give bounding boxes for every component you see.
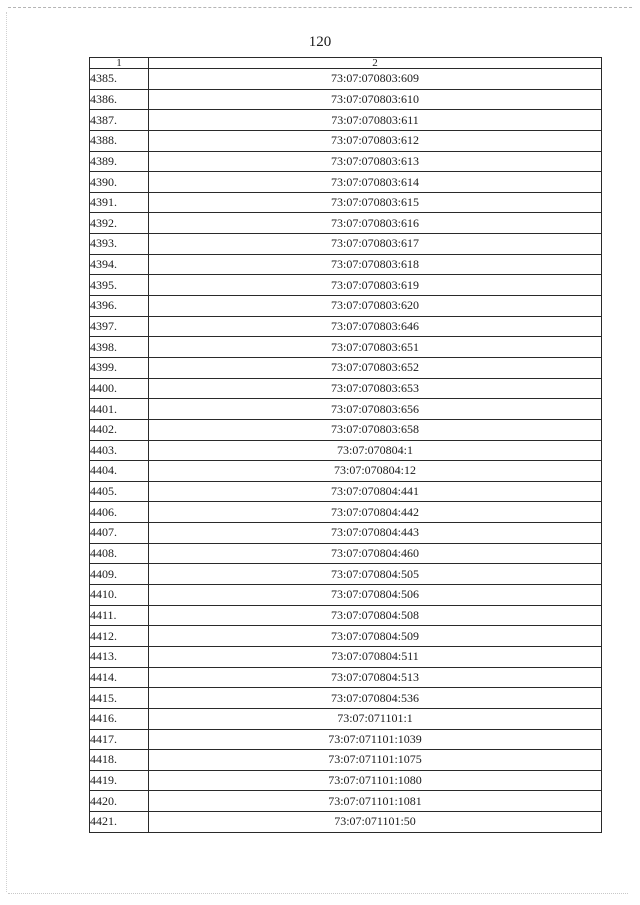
row-index: 4391. [90, 192, 149, 213]
row-index: 4404. [90, 461, 149, 482]
row-index: 4393. [90, 234, 149, 255]
row-index: 4387. [90, 110, 149, 131]
cadastral-number: 73:07:070803:620 [149, 296, 602, 317]
table-row [90, 812, 602, 833]
table-row [90, 708, 602, 729]
cadastral-number: 73:07:070803:609 [149, 69, 602, 90]
table-row [90, 646, 602, 667]
cadastral-number: 73:07:070804:509 [149, 626, 602, 647]
table-row [90, 523, 602, 544]
row-index: 4407. [90, 523, 149, 544]
cadastral-number: 73:07:070804:536 [149, 688, 602, 709]
table-row [90, 296, 602, 317]
row-index: 4417. [90, 729, 149, 750]
row-index: 4421. [90, 812, 149, 833]
cadastral-number: 73:07:071101:1 [149, 708, 602, 729]
cadastral-number: 73:07:070803:656 [149, 399, 602, 420]
row-index: 4413. [90, 646, 149, 667]
cadastral-number: 73:07:070804:441 [149, 481, 602, 502]
cadastral-number: 73:07:071101:50 [149, 812, 602, 833]
table-row [90, 337, 602, 358]
row-index: 4388. [90, 130, 149, 151]
row-index: 4385. [90, 69, 149, 90]
row-index: 4418. [90, 750, 149, 771]
cadastral-number: 73:07:070804:508 [149, 605, 602, 626]
cadastral-number: 73:07:070804:513 [149, 667, 602, 688]
table-row [90, 688, 602, 709]
table-row [90, 110, 602, 131]
table-row [90, 89, 602, 110]
table-row [90, 564, 602, 585]
row-index: 4396. [90, 296, 149, 317]
table-row [90, 357, 602, 378]
cadastral-number: 73:07:070804:505 [149, 564, 602, 585]
table-row [90, 502, 602, 523]
table-row [90, 605, 602, 626]
table-header [90, 58, 602, 69]
table-row [90, 234, 602, 255]
scan-edge-top [8, 7, 632, 8]
row-index: 4392. [90, 213, 149, 234]
row-index: 4406. [90, 502, 149, 523]
row-index: 4409. [90, 564, 149, 585]
cadastral-number-table [89, 57, 602, 833]
cadastral-number: 73:07:070803:619 [149, 275, 602, 296]
table-row [90, 440, 602, 461]
table-row [90, 543, 602, 564]
row-index: 4414. [90, 667, 149, 688]
row-index: 4408. [90, 543, 149, 564]
row-index: 4416. [90, 708, 149, 729]
row-index: 4395. [90, 275, 149, 296]
row-index: 4398. [90, 337, 149, 358]
cadastral-number: 73:07:070803:612 [149, 130, 602, 151]
table-row [90, 791, 602, 812]
cadastral-number: 73:07:070803:651 [149, 337, 602, 358]
table-row [90, 213, 602, 234]
row-index: 4419. [90, 770, 149, 791]
cadastral-number: 73:07:070803:652 [149, 357, 602, 378]
cadastral-number: 73:07:070803:658 [149, 419, 602, 440]
table-row [90, 316, 602, 337]
row-index: 4400. [90, 378, 149, 399]
cadastral-number: 73:07:070804:511 [149, 646, 602, 667]
row-index: 4403. [90, 440, 149, 461]
cadastral-number: 73:07:071101:1039 [149, 729, 602, 750]
row-index: 4415. [90, 688, 149, 709]
cadastral-number: 73:07:071101:1075 [149, 750, 602, 771]
row-index: 4411. [90, 605, 149, 626]
table-row [90, 399, 602, 420]
cadastral-number: 73:07:070803:613 [149, 151, 602, 172]
row-index: 4389. [90, 151, 149, 172]
table-row [90, 626, 602, 647]
column-header-index: 1 [90, 58, 149, 69]
cadastral-number: 73:07:070803:618 [149, 254, 602, 275]
cadastral-number: 73:07:070803:615 [149, 192, 602, 213]
cadastral-number: 73:07:070804:443 [149, 523, 602, 544]
row-index: 4390. [90, 172, 149, 193]
cadastral-number: 73:07:070803:610 [149, 89, 602, 110]
table-row [90, 254, 602, 275]
table-row [90, 750, 602, 771]
table-row [90, 481, 602, 502]
table-body [90, 69, 602, 833]
page-number: 120 [308, 34, 332, 50]
row-index: 4386. [90, 89, 149, 110]
row-index: 4405. [90, 481, 149, 502]
row-index: 4399. [90, 357, 149, 378]
cadastral-number: 73:07:070804:460 [149, 543, 602, 564]
row-index: 4401. [90, 399, 149, 420]
scan-edge-bottom [8, 893, 628, 894]
cadastral-number: 73:07:070803:646 [149, 316, 602, 337]
row-index: 4394. [90, 254, 149, 275]
table-row [90, 378, 602, 399]
cadastral-number: 73:07:070803:617 [149, 234, 602, 255]
table-row [90, 729, 602, 750]
table-row [90, 192, 602, 213]
row-index: 4410. [90, 585, 149, 606]
row-index: 4420. [90, 791, 149, 812]
table-row [90, 69, 602, 90]
row-index: 4402. [90, 419, 149, 440]
cadastral-number: 73:07:070803:616 [149, 213, 602, 234]
row-index: 4412. [90, 626, 149, 647]
table-row [90, 130, 602, 151]
cadastral-number: 73:07:070803:611 [149, 110, 602, 131]
table-row [90, 585, 602, 606]
cadastral-number: 73:07:070803:614 [149, 172, 602, 193]
cadastral-number: 73:07:070804:442 [149, 502, 602, 523]
table-row [90, 770, 602, 791]
cadastral-number: 73:07:071101:1080 [149, 770, 602, 791]
table-row [90, 461, 602, 482]
column-header-cadastral-number: 2 [149, 58, 602, 69]
scan-edge-left [6, 12, 7, 892]
table-row [90, 172, 602, 193]
cadastral-number: 73:07:070804:12 [149, 461, 602, 482]
cadastral-number: 73:07:070804:1 [149, 440, 602, 461]
table-row [90, 419, 602, 440]
cadastral-number: 73:07:071101:1081 [149, 791, 602, 812]
cadastral-number: 73:07:070803:653 [149, 378, 602, 399]
table-row [90, 667, 602, 688]
table-row [90, 151, 602, 172]
table-row [90, 275, 602, 296]
table-header-row [90, 58, 602, 69]
row-index: 4397. [90, 316, 149, 337]
cadastral-number: 73:07:070804:506 [149, 585, 602, 606]
